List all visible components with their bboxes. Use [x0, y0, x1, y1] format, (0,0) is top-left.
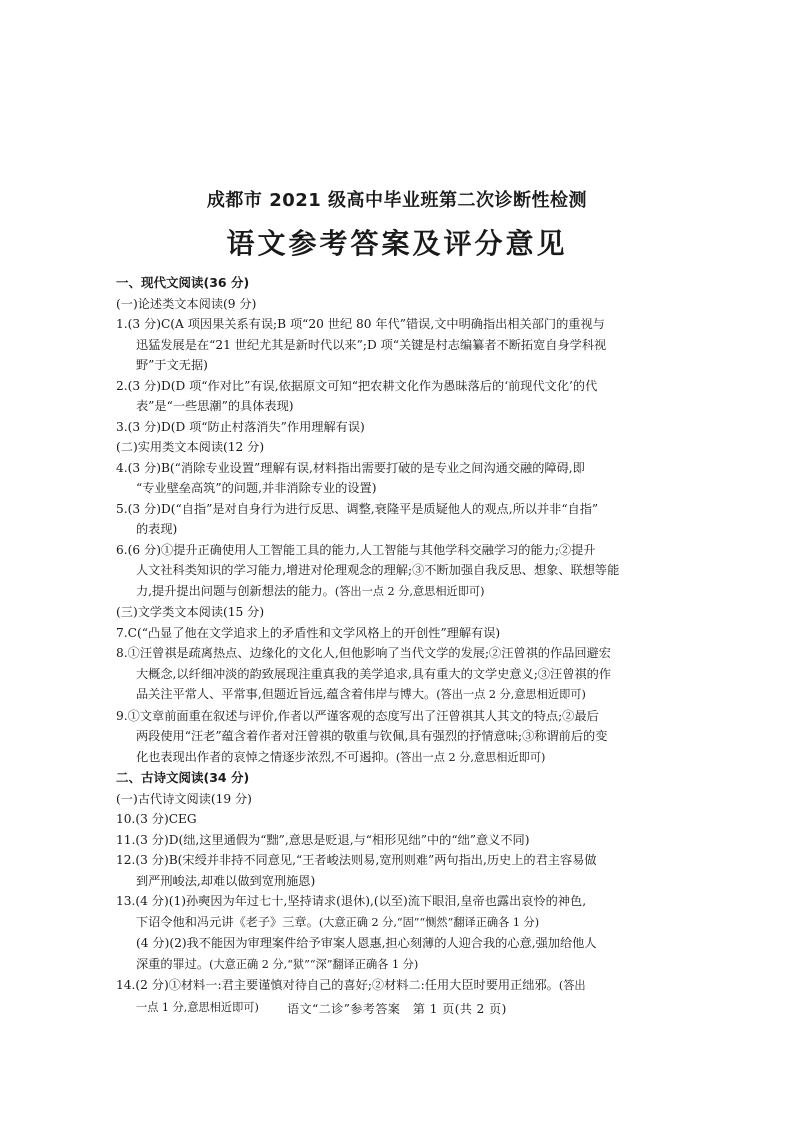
answer-line — [116, 891, 684, 912]
answer-content — [116, 273, 684, 1018]
section-heading — [116, 768, 684, 789]
answer-line — [116, 975, 684, 997]
scoring-note: (答出一点 2 分,意思相近即可) — [436, 688, 586, 701]
answer-line — [116, 294, 684, 315]
answer-text: (一)古代诗文阅读(19 分) — [116, 791, 252, 806]
answer-line — [116, 706, 684, 727]
answer-text: 的表现) — [136, 522, 178, 536]
answer-line — [116, 602, 684, 623]
answer-text: 人文社科类知识的学习能力,增进对伦理观念的理解;③不断加强自我反思、想象、联想等能 — [136, 563, 620, 577]
answer-line — [116, 499, 684, 520]
answer-text: 迅猛发展是在“21 世纪尤其是新时代以来”;D 项“关键是村志编纂者不断拓宽自身学科视 — [136, 337, 607, 352]
answer-line — [116, 933, 684, 954]
answer-text: 两段使用“汪老”蕴含着作者对汪曾祺的敬重与钦佩,具有强烈的抒情意味;③称谓前后的变 — [136, 729, 608, 743]
answer-text: 到严刑峻法,却难以做到宽刑施恩) — [136, 873, 316, 888]
answer-line — [116, 437, 684, 458]
answer-text: 13.(4 分)(1)孙奭因为年过七十,坚持请求(退休),(以至)流下眼泪,皇帝也露出哀怜的神色, — [116, 894, 587, 908]
answer-text: 8.①汪曾祺是疏离热点、边缘化的文化人,但他影响了当代文学的发展;②汪曾祺的作品回避宏 — [116, 646, 611, 660]
answer-line — [116, 789, 684, 810]
answer-text: 化也表现出作者的哀悼之情逐步浓烈,不可遏抑。 — [136, 749, 396, 764]
answer-text: 10.(3 分)CEG — [116, 812, 197, 826]
page-footer: 语文“二诊”参考答案 第 1 页(共 2 页) — [287, 1002, 507, 1016]
answer-text: (4 分)(2)我不能因为审理案件给予审案人恩惠,担心刻薄的人迎合我的心意,强加给他人 — [136, 936, 597, 950]
answer-text: 7.C(“凸显了他在文学追求上的矛盾性和文学风格上的开创性”理解有误) — [116, 625, 501, 640]
scoring-note: (答出一点 2 分,意思相近即可) — [334, 584, 485, 598]
answer-line — [116, 519, 684, 540]
scoring-note: (答出一点 2 分,意思相近即可) — [395, 750, 546, 764]
answer-line — [116, 747, 684, 769]
answer-text: 3.(3 分)D(D 项“防止村落消失”作用理解有误) — [116, 419, 365, 434]
answer-text: 一、现代文阅读(36 分) — [116, 275, 250, 290]
answer-text: 1.(3 分)C(A 项因果关系有误;B 项“20 世纪 80 年代”错误,文中明确指出相关部门的重视与 — [116, 317, 605, 331]
answer-line — [116, 623, 684, 644]
answer-line — [116, 830, 684, 851]
answer-line — [116, 540, 684, 561]
answer-line — [116, 458, 684, 479]
answer-text: 4.(3 分)B(“消除专业设置”理解有误,材料指出需要打破的是专业之间沟通交融的障碍,即 — [116, 460, 585, 475]
answer-line — [116, 871, 684, 892]
scoring-note: (大意正确 2 分,“固”“恻然”翻译正确各 1 分) — [318, 915, 540, 929]
answer-text: 6.(6 分)①提升正确使用人工智能工具的能力,人工智能与其他学科交融学习的能力;②提升 — [116, 542, 596, 557]
answer-text: 11.(3 分)D(绌,这里通假为“黜”,意思是贬退,与“相形见绌”中的“绌”意义不同) — [116, 832, 530, 847]
answer-line — [116, 581, 684, 603]
answer-text: 9.①文章前面重在叙述与评价,作者以严谨客观的态度写出了汪曾祺其人其文的特点;②最后 — [116, 708, 599, 723]
answer-text: (一)论述类文本阅读(9 分) — [116, 296, 257, 311]
answer-line — [116, 417, 684, 438]
answer-line — [116, 560, 684, 581]
scoring-note: (答出 — [558, 979, 586, 992]
answer-text: (三)文学类文本阅读(15 分) — [116, 605, 265, 619]
answer-text: 14.(2 分)①材料一:君主要谨慎对待自己的喜好;②材料二:任用大臣时要用正绌邪。 — [116, 978, 559, 992]
answer-text: 深重的罪过。 — [136, 956, 210, 971]
answer-line — [116, 335, 684, 356]
answer-text: 表”是“一些思潮”的具体表现) — [136, 399, 294, 413]
answer-line — [116, 643, 684, 664]
scoring-note: (大意正确 2 分,“狱”“深”翻译正确各 1 分) — [209, 957, 419, 971]
answer-text: “专业壁垒高筑”的问题,并非消除专业的设置) — [136, 481, 377, 495]
answer-text: (二)实用类文本阅读(12 分) — [116, 440, 265, 454]
answer-text: 下诏令他和冯元讲《老子》三章。 — [136, 914, 319, 929]
answer-text: 力,提升提出问题与创新想法的能力。 — [136, 583, 335, 598]
answer-line — [116, 376, 684, 397]
answer-line — [116, 314, 684, 335]
answer-line — [116, 809, 684, 830]
answer-line — [116, 396, 684, 417]
exam-title: 成都市 2021 级高中毕业班第二次诊断性检测 — [206, 190, 588, 211]
answer-line — [116, 912, 684, 934]
answer-line — [116, 684, 684, 706]
scoring-note: 一点 1 分,意思相近即可) — [136, 1000, 259, 1014]
section-heading — [116, 273, 684, 294]
answer-line — [116, 478, 684, 499]
answer-text: 品关注平常人、平常事,但题近旨远,蕴含着伟岸与博大。 — [136, 687, 437, 701]
answer-text: 2.(3 分)D(D 项“作对比”有误,依据原文可知“把农耕文化作为愚昧落后的‘前现代文化’的代 — [116, 378, 598, 393]
answer-line — [116, 726, 684, 747]
answer-text: 二、古诗文阅读(34 分) — [116, 770, 250, 785]
answer-text: 野”于文无据) — [136, 358, 208, 372]
answer-line — [116, 850, 684, 871]
document-title: 语文参考答案及评分意见 — [226, 227, 568, 260]
answer-text: 12.(3 分)B(宋绶并非持不同意见,“王者峻法则易,宽刑则难”两句指出,历史上的君主容易做 — [116, 853, 597, 867]
answer-line — [116, 954, 684, 976]
answer-text: 5.(3 分)D(“自指”是对自身行为进行反思、调整,衰隆平是质疑他人的观点,所以并非“自指” — [116, 501, 599, 516]
answer-line — [116, 355, 684, 376]
answer-line — [116, 664, 684, 685]
answer-text: 大概念,以纤细冲淡的韵致展现注重真我的美学追求,具有重大的文学史意义;③汪曾祺的作 — [136, 666, 611, 681]
